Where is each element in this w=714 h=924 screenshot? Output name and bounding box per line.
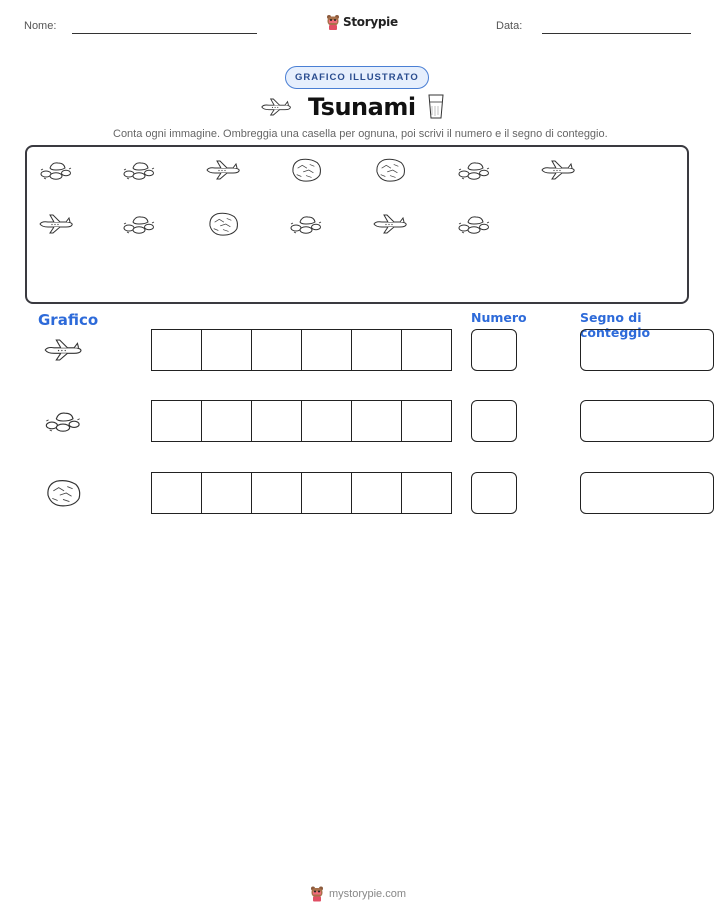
rocks-icon: [38, 157, 74, 183]
worksheet-type-badge: GRAFICO ILLUSTRATO: [285, 66, 429, 89]
boulder-icon: [205, 211, 241, 237]
tally-answer-box[interactable]: [580, 329, 714, 371]
airplane-icon: [540, 157, 576, 183]
tally-column-header: Segno di conteggio: [580, 310, 651, 340]
graph-box[interactable]: [352, 400, 402, 442]
instruction-text: Conta ogni immagine. Ombreggia una casella per ognuna, poi scrivi il numero e il segno di conteggio.: [113, 128, 608, 140]
graph-box[interactable]: [202, 400, 252, 442]
boulder-icon: [372, 157, 408, 183]
bear-mascot-icon: [326, 14, 340, 30]
graph-box[interactable]: [252, 329, 302, 371]
airplane-icon: [372, 211, 408, 237]
date-label: Data:: [496, 20, 523, 32]
page-title: Tsunami: [308, 93, 416, 121]
airplane-icon: [260, 97, 292, 117]
tally-answer-box[interactable]: [580, 400, 714, 442]
footer-url: mystorypie.com: [329, 887, 407, 900]
graph-box-row: [151, 472, 452, 514]
number-answer-box[interactable]: [471, 329, 517, 371]
boulder-icon: [288, 157, 324, 183]
rocks-icon: [288, 211, 324, 237]
rocks-icon: [121, 157, 157, 183]
footer: [310, 885, 406, 902]
bear-mascot-icon: [310, 885, 324, 902]
date-line[interactable]: [542, 33, 691, 34]
graph-column-header: Grafico: [38, 311, 99, 329]
graph-box-row: [151, 400, 452, 442]
graph-box[interactable]: [402, 329, 452, 371]
rocks-icon: [121, 211, 157, 237]
graph-box[interactable]: [352, 329, 402, 371]
airplane-icon: [205, 157, 241, 183]
graph-box[interactable]: [252, 400, 302, 442]
number-column-header: Numero: [471, 310, 527, 325]
graph-box[interactable]: [151, 400, 202, 442]
graph-box[interactable]: [151, 472, 202, 514]
graph-box[interactable]: [202, 329, 252, 371]
brand-logo: [326, 14, 398, 30]
graph-box[interactable]: [302, 472, 352, 514]
graph-box-row: [151, 329, 452, 371]
brand-name: Storypie: [343, 15, 398, 29]
airplane-icon: [38, 211, 74, 237]
number-answer-box[interactable]: [471, 400, 517, 442]
graph-box[interactable]: [151, 329, 202, 371]
name-line[interactable]: [72, 33, 257, 34]
graph-box[interactable]: [402, 400, 452, 442]
airplane-icon: [43, 335, 83, 365]
graph-box[interactable]: [302, 329, 352, 371]
graph-box[interactable]: [352, 472, 402, 514]
rocks-icon: [456, 211, 492, 237]
graph-box[interactable]: [302, 400, 352, 442]
number-answer-box[interactable]: [471, 472, 517, 514]
water-glass-icon: [427, 93, 445, 120]
tally-answer-box[interactable]: [580, 472, 714, 514]
boulder-icon: [43, 478, 83, 508]
name-label: Nome:: [24, 20, 57, 32]
rocks-icon: [43, 406, 83, 436]
graph-box[interactable]: [202, 472, 252, 514]
graph-box[interactable]: [402, 472, 452, 514]
graph-box[interactable]: [252, 472, 302, 514]
rocks-icon: [456, 157, 492, 183]
